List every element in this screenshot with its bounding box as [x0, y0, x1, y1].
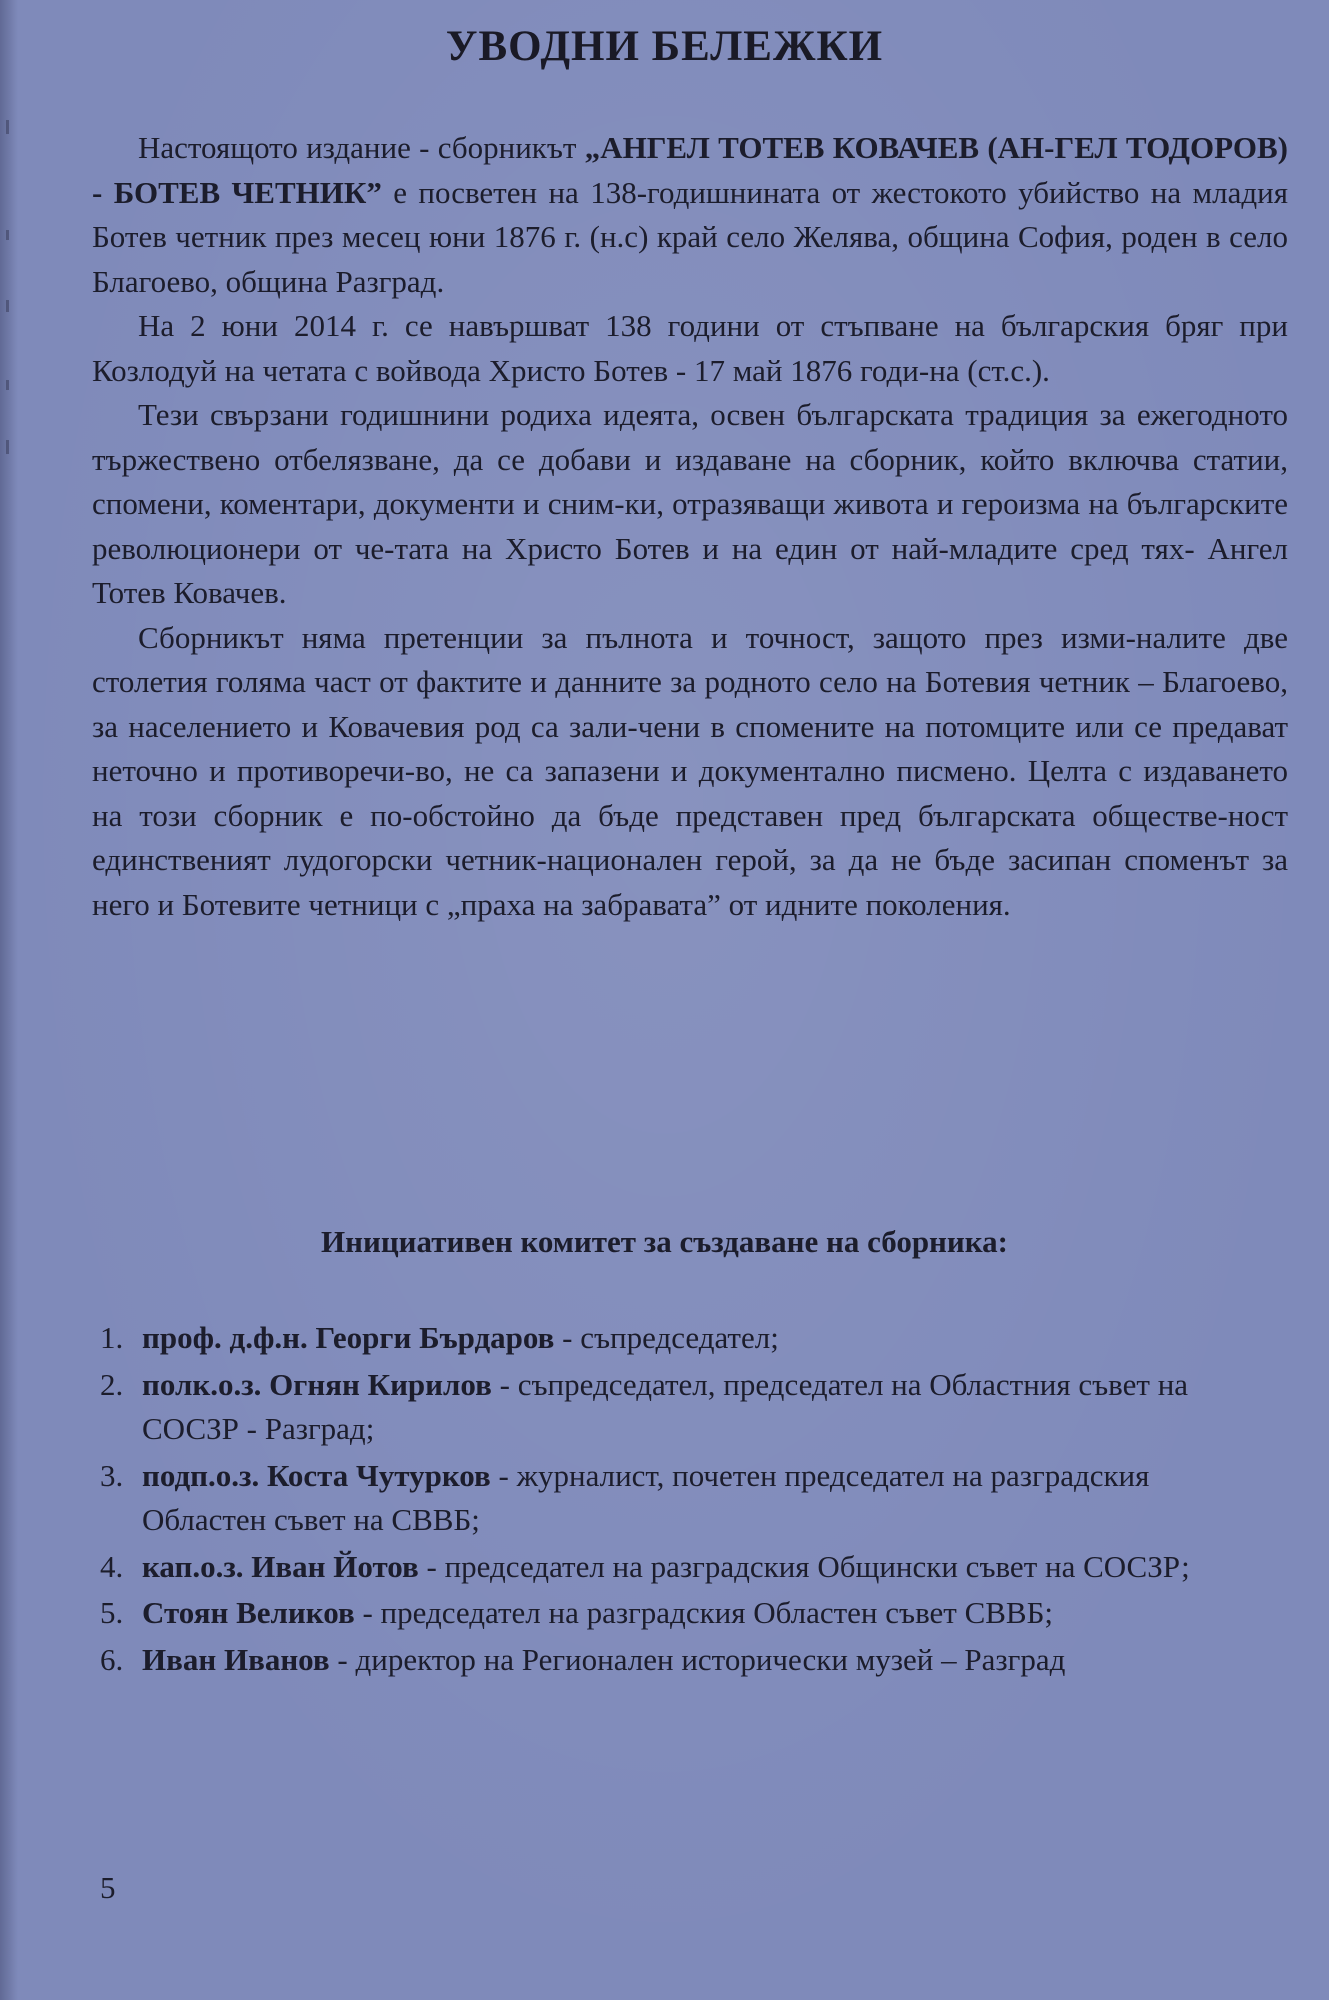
member-role: - директор на Регионален исторически музей – Разград — [329, 1641, 1066, 1677]
committee-member — [100, 1363, 1200, 1452]
margin-mark — [6, 440, 9, 454]
paragraph — [92, 616, 1288, 928]
committee-member — [100, 1591, 1200, 1636]
bold-text: „АНГЕЛ ТОТЕВ КОВАЧЕВ (АН-ГЕЛ ТОДОРОВ) - БОТЕВ ЧЕТНИК” — [92, 130, 1288, 210]
member-name: Иван Иванов — [142, 1641, 330, 1677]
list-number: 6. — [100, 1641, 124, 1677]
margin-mark — [6, 120, 9, 134]
paragraph — [92, 126, 1288, 304]
member-name: кап.о.з. Иван Йотов — [142, 1548, 419, 1584]
paragraph-text: На 2 юни 2014 г. се навършват 138 години от стъпване на българския бряг при Козлодуй на четата с войвода Христо Ботев - 17 май 1876 годи-на (ст.с.). — [92, 308, 1288, 388]
list-number: 3. — [100, 1457, 124, 1493]
list-number: 2. — [100, 1366, 124, 1402]
list-number: 1. — [100, 1320, 124, 1355]
margin-mark — [6, 300, 9, 312]
committee-member — [100, 1545, 1200, 1590]
member-role: - съпредседател; — [554, 1320, 779, 1355]
page-number: 5 — [100, 1870, 116, 1905]
committee-member — [100, 1638, 1200, 1683]
member-name: проф. д.ф.н. Георги Бърдаров — [142, 1320, 555, 1355]
committee-heading: Инициативен комитет за създаване на сборника: — [320, 1224, 1008, 1259]
committee-list — [100, 1316, 1200, 1684]
page-edge-shadow — [0, 0, 18, 2000]
committee-member — [100, 1316, 1200, 1361]
intro-text — [92, 126, 1288, 927]
paragraph-text: е посветен на 138-годишнината от жестокото убийство на младия Ботев четник през месец юни 1876 г. (н.с) край село Желява, община София, роден в село Благоево, община Разград. — [92, 174, 1288, 299]
committee-member — [100, 1454, 1200, 1543]
member-name: полк.о.з. Огнян Кирилов — [142, 1366, 492, 1402]
margin-mark — [6, 230, 9, 240]
member-role: - журналист, почетен председател на разградския Областен съвет на СВВБ; — [142, 1457, 1150, 1537]
paragraph-text: Тези свързани годишнини родиха идеята, освен българската традиция за ежегодното тържествено отбелязване, да се добави и издаване на сборник, който включва статии, спомени, коментари, документи и сним-ки, отразяващи живота и героизма на българските революционери от че-тата на Христо Ботев и на един от най-младите сред тях- Ангел Тотев Ковачев. — [92, 397, 1288, 610]
margin-mark — [6, 380, 9, 390]
paragraph — [92, 393, 1288, 616]
member-name: подп.о.з. Коста Чутурков — [142, 1457, 491, 1493]
page-title: УВОДНИ БЕЛЕЖКИ — [445, 23, 884, 70]
member-role: - председател на разградския Областен съвет СВВБ; — [354, 1595, 1054, 1630]
member-name: Стоян Великов — [142, 1595, 355, 1630]
member-role: - председател на разградския Общински съвет на СОСЗР; — [418, 1548, 1190, 1584]
list-number: 4. — [100, 1548, 124, 1584]
member-role: - съпредседател, председател на Областния съвет на СОСЗР - Разград; — [142, 1366, 1189, 1446]
paragraph — [92, 304, 1288, 393]
paragraph-text: Сборникът няма претенции за пълнота и точност, защото през изми-налите две столетия голяма част от фактите и данните за родното село на Ботевия четник – Благоево, за населението и Ковачевия род са зали-чени в спомените на потомците или се предават неточно и противоречи-во, не са запазени и документално писмено. Целта с издаването на този сборник е по-обстойно да бъде представен пред българската обществе-ност единственият лудогорски четник-национален герой, за да не бъде засипан споменът за него и Ботевите четници с „праха на забравата” от идните поколения. — [92, 619, 1288, 922]
list-number: 5. — [100, 1595, 124, 1630]
paragraph-text: Настоящото издание - сборникът — [138, 130, 585, 165]
